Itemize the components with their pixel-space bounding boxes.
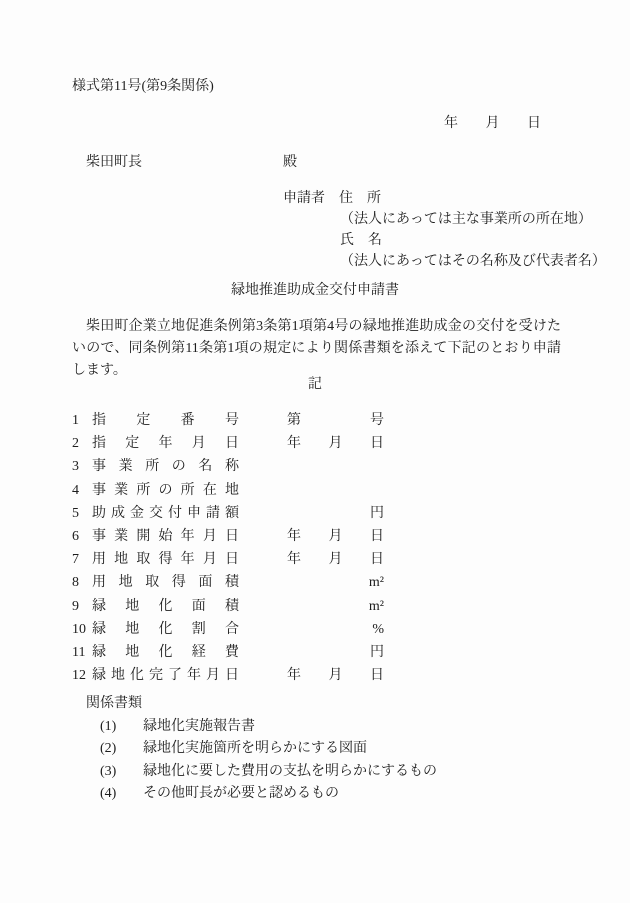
value-suffix: 日 xyxy=(370,668,384,684)
form-item-row xyxy=(72,455,560,478)
item-label: 事業開始年月日 xyxy=(92,528,239,544)
value-suffix: 日 xyxy=(370,436,384,452)
value-prefix: 年 xyxy=(287,668,301,684)
item-value-blank xyxy=(287,641,384,664)
item-label: 指定年月日 xyxy=(92,436,239,452)
value-suffix: % xyxy=(372,621,384,637)
attachments-heading: 関係書類 xyxy=(86,696,142,711)
item-value-blank xyxy=(287,618,384,641)
value-suffix: 号 xyxy=(370,413,384,428)
attachment-text: 緑地化に要した費用の支払を明らかにするもの xyxy=(143,763,437,779)
attachment-item xyxy=(72,716,560,738)
item-value-blank xyxy=(287,571,384,594)
value-prefix: 年 xyxy=(287,552,301,568)
item-number: 8 xyxy=(72,575,79,591)
value-middle: 月 xyxy=(328,528,343,544)
date-day-label: 日 xyxy=(527,116,541,131)
item-label: 用地取得面積 xyxy=(92,575,239,591)
item-value-blank xyxy=(287,455,384,478)
date-line xyxy=(444,117,541,131)
item-label: 緑地化面積 xyxy=(92,598,239,614)
item-label: 助成金交付申請額 xyxy=(92,505,239,521)
attachment-text: 緑地化実施箇所を明らかにする図面 xyxy=(143,741,367,757)
form-item-row xyxy=(72,409,560,432)
form-item-row xyxy=(72,664,560,687)
item-label: 事業所の名称 xyxy=(92,459,239,475)
value-suffix: m² xyxy=(368,575,384,591)
item-number: 10 xyxy=(72,621,86,637)
date-month-label: 月 xyxy=(485,116,500,131)
value-suffix: m² xyxy=(368,598,384,614)
application-items-list xyxy=(72,409,560,687)
item-number: 11 xyxy=(72,644,86,660)
form-item-row xyxy=(72,548,560,571)
value-suffix: 日 xyxy=(370,552,384,568)
value-suffix: 日 xyxy=(370,528,384,544)
item-label: 事業所の所在地 xyxy=(92,482,239,498)
item-number: 3 xyxy=(72,459,79,475)
value-prefix: 年 xyxy=(287,436,301,452)
form-item-row xyxy=(72,525,560,548)
form-number: 様式第11号(第9条関係) xyxy=(72,79,214,94)
item-label: 緑地化割合 xyxy=(92,621,239,637)
applicant-address-label: 申請者 住 所 xyxy=(283,191,381,206)
item-number: 5 xyxy=(72,505,79,521)
value-middle: 月 xyxy=(328,668,343,684)
attachments-list xyxy=(72,716,560,806)
applicant-name-note: （法人にあってはその名称及び代表者名） xyxy=(340,254,606,269)
body-paragraph: 柴田町企業立地促進条例第3条第1項第4号の緑地推進助成金の交付を受けたいので、同条例第11条第1項の規定により関係書類を添えて下記のとおり申請します。 xyxy=(72,319,561,378)
attachment-number: (1) xyxy=(100,719,117,734)
item-number: 2 xyxy=(72,436,79,452)
applicant-name-label: 氏 名 xyxy=(340,233,382,248)
item-value-blank xyxy=(287,525,384,548)
value-prefix: 年 xyxy=(287,528,301,544)
item-label: 指定番号 xyxy=(92,413,239,428)
form-item-row xyxy=(72,595,560,618)
item-value-blank xyxy=(287,595,384,618)
item-number: 7 xyxy=(72,552,79,568)
item-value-blank xyxy=(287,548,384,571)
item-number: 12 xyxy=(72,668,86,684)
addressee-name: 柴田町長 xyxy=(86,155,142,170)
attachment-number: (3) xyxy=(100,763,117,779)
attachment-item xyxy=(72,738,560,760)
record-marker: 記 xyxy=(308,377,322,392)
item-number: 1 xyxy=(72,413,79,428)
item-number: 9 xyxy=(72,598,79,614)
value-middle: 月 xyxy=(328,436,343,452)
value-suffix: 円 xyxy=(370,644,384,660)
attachment-text: その他町長が必要と認めるもの xyxy=(143,786,339,802)
value-suffix: 円 xyxy=(370,505,384,521)
item-number: 6 xyxy=(72,528,79,544)
date-year-label: 年 xyxy=(444,116,458,131)
item-value-blank xyxy=(287,432,384,455)
attachment-number: (4) xyxy=(100,786,117,802)
item-label: 緑地化完了年月日 xyxy=(92,668,239,684)
item-value-blank xyxy=(287,664,384,687)
document-title: 緑地推進助成金交付申請書 xyxy=(231,283,399,298)
attachment-item xyxy=(72,761,560,783)
attachment-item xyxy=(72,783,560,805)
value-prefix: 第 xyxy=(287,413,301,428)
form-item-row xyxy=(72,479,560,502)
form-item-row xyxy=(72,432,560,455)
attachment-text: 緑地化実施報告書 xyxy=(143,719,255,734)
form-item-row xyxy=(72,641,560,664)
item-number: 4 xyxy=(72,482,79,498)
item-value-blank xyxy=(287,409,384,432)
addressee-honorific: 殿 xyxy=(283,155,297,170)
applicant-address-note: （法人にあっては主な事業所の所在地） xyxy=(340,212,592,227)
item-value-blank xyxy=(287,479,384,502)
form-item-row xyxy=(72,618,560,641)
form-item-row xyxy=(72,571,560,594)
item-value-blank xyxy=(287,502,384,525)
value-middle: 月 xyxy=(328,552,343,568)
attachment-number: (2) xyxy=(100,741,117,757)
form-item-row xyxy=(72,502,560,525)
item-label: 緑地化経費 xyxy=(92,644,239,660)
item-label: 用地取得年月日 xyxy=(92,552,239,568)
